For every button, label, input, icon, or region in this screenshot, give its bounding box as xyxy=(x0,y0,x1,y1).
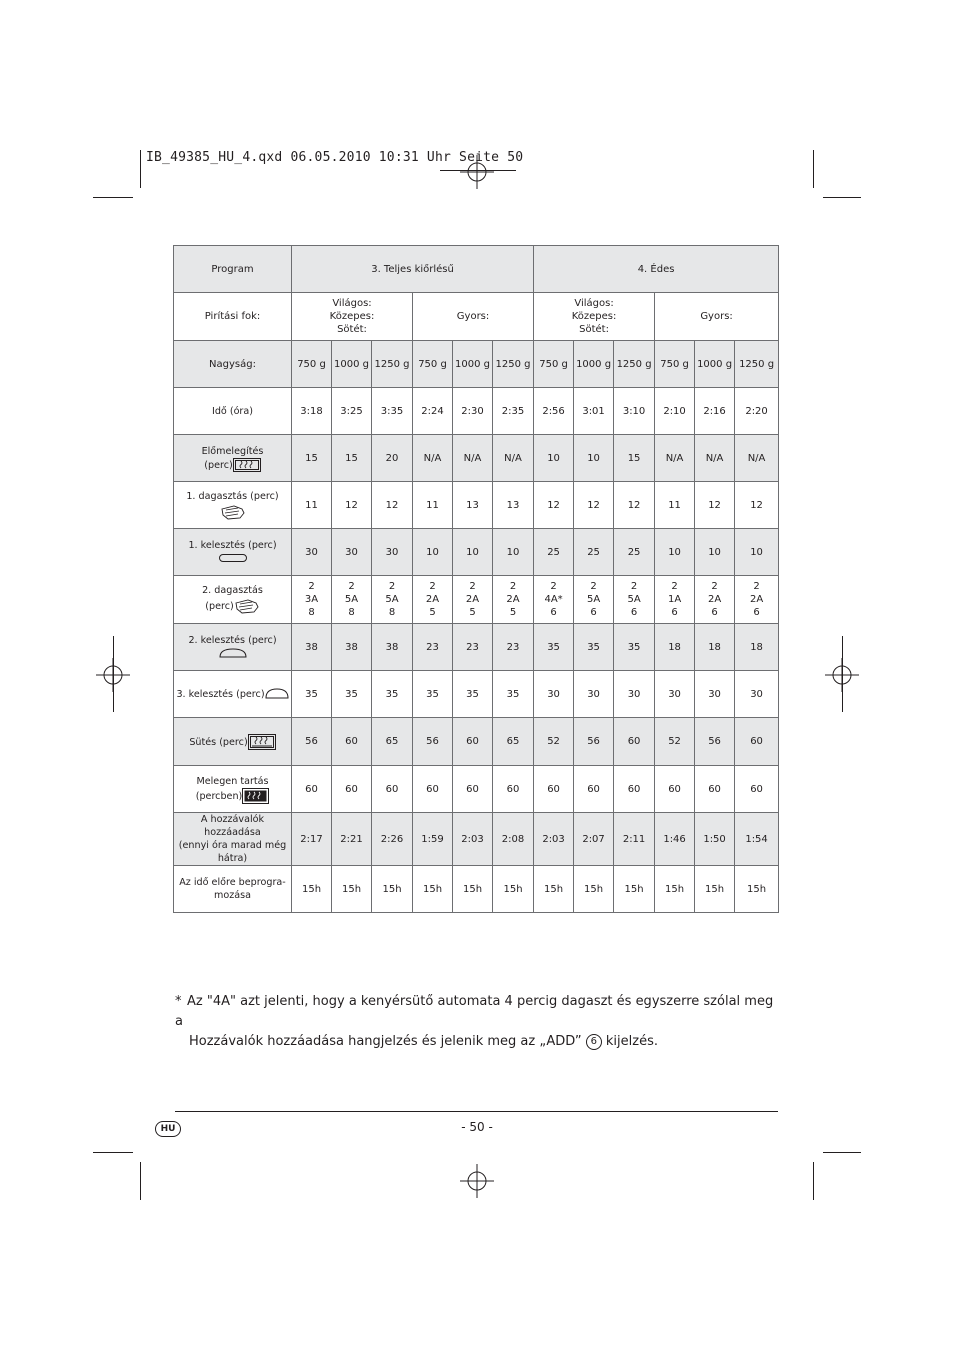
size-cell: 750 g xyxy=(292,341,332,388)
table-cell: 30 xyxy=(372,529,413,576)
table-cell: 15h xyxy=(453,866,493,913)
table-cell: 60 xyxy=(735,718,779,766)
table-cell: 2 5A 8 xyxy=(372,576,413,624)
roast-label: Pirítási fok: xyxy=(174,293,292,341)
table-cell: 35 xyxy=(534,624,574,671)
knead-icon xyxy=(220,507,246,518)
file-slug: IB_49385_HU_4.qxd 06.05.2010 10:31 Uhr Seite 50 xyxy=(146,150,524,165)
row-label xyxy=(174,388,292,435)
table-cell: 2:07 xyxy=(574,813,614,866)
table-cell: 12 xyxy=(695,482,735,529)
size-cell: 750 g xyxy=(655,341,695,388)
table-cell: 10 xyxy=(695,529,735,576)
table-cell: 56 xyxy=(574,718,614,766)
row-label-text: 2. kelesztés (perc) xyxy=(188,635,277,646)
row-label-text: 3. kelesztés (perc) xyxy=(176,688,265,700)
row-label-text: 1. kelesztés (perc) xyxy=(188,540,277,551)
table-cell: N/A xyxy=(695,435,735,482)
row-label xyxy=(174,671,292,718)
table-cell: 3:10 xyxy=(614,388,655,435)
row-label-text: A hozzávalók hozzáadása (ennyi óra marad még hátra) xyxy=(178,814,287,864)
table-cell: 2 2A 6 xyxy=(695,576,735,624)
row-label xyxy=(174,576,292,624)
table-cell: 60 xyxy=(332,766,372,813)
table-cell: 35 xyxy=(614,624,655,671)
roast-light-medium-dark: Világos: Közepes: Sötét: xyxy=(534,293,655,341)
size-cell: 1000 g xyxy=(695,341,735,388)
table-cell: 15h xyxy=(332,866,372,913)
row-label-text: Előmelegítés (perc) xyxy=(201,445,264,471)
table-cell: 15 xyxy=(332,435,372,482)
table-cell: 12 xyxy=(332,482,372,529)
table-cell: 2:11 xyxy=(614,813,655,866)
roast-light-medium-dark: Világos: Közepes: Sötét: xyxy=(292,293,413,341)
crop-mark xyxy=(113,636,114,712)
table-cell: 38 xyxy=(332,624,372,671)
table-cell: 60 xyxy=(735,766,779,813)
table-cell: 15h xyxy=(655,866,695,913)
table-cell: 2:03 xyxy=(453,813,493,866)
keep-warm-icon xyxy=(242,791,269,802)
table-row xyxy=(174,624,779,671)
bake-icon xyxy=(248,737,276,748)
table-cell: 11 xyxy=(413,482,453,529)
row-label-text: Melegen tartás (percben) xyxy=(195,775,269,802)
table-row xyxy=(174,718,779,766)
table-cell: 10 xyxy=(735,529,779,576)
table-cell: 35 xyxy=(413,671,453,718)
size-cell: 1250 g xyxy=(614,341,655,388)
table-cell: 1:54 xyxy=(735,813,779,866)
page-number: - 50 - xyxy=(461,1120,493,1134)
rise-1-icon xyxy=(219,553,247,564)
table-cell: 2:03 xyxy=(534,813,574,866)
row-label xyxy=(174,529,292,576)
table-cell: 15h xyxy=(574,866,614,913)
table-cell: 2:10 xyxy=(655,388,695,435)
row-label-text: Sütés (perc) xyxy=(189,736,248,748)
table-cell: 60 xyxy=(493,766,534,813)
table-cell: 2 2A 5 xyxy=(453,576,493,624)
table-cell: 10 xyxy=(534,435,574,482)
program-3-header: 3. Teljes kiőrlésű xyxy=(292,246,534,293)
table-cell: 65 xyxy=(372,718,413,766)
table-cell: 2:08 xyxy=(493,813,534,866)
table-cell: 2:20 xyxy=(735,388,779,435)
table-cell: 2 5A 8 xyxy=(332,576,372,624)
footnote xyxy=(175,992,775,1052)
table-cell: 60 xyxy=(574,766,614,813)
table-cell: 15 xyxy=(614,435,655,482)
table-row xyxy=(174,766,779,813)
table-row xyxy=(174,576,779,624)
rise-3-icon xyxy=(265,689,289,700)
table-cell: 60 xyxy=(614,718,655,766)
footer-rule xyxy=(175,1111,778,1112)
table-cell: 10 xyxy=(655,529,695,576)
size-cell: 1000 g xyxy=(574,341,614,388)
table-cell: 3:35 xyxy=(372,388,413,435)
row-label xyxy=(174,866,292,913)
table-cell: 1:50 xyxy=(695,813,735,866)
table-cell: 15h xyxy=(292,866,332,913)
table-cell: 15h xyxy=(372,866,413,913)
table-cell: N/A xyxy=(413,435,453,482)
table-row xyxy=(174,813,779,866)
table-cell: 25 xyxy=(574,529,614,576)
table-cell: 11 xyxy=(292,482,332,529)
table-cell: 15h xyxy=(534,866,574,913)
row-label xyxy=(174,435,292,482)
table-cell: 15 xyxy=(292,435,332,482)
table-cell: 18 xyxy=(655,624,695,671)
table-cell: 52 xyxy=(534,718,574,766)
table-cell: 60 xyxy=(453,718,493,766)
table-cell: 30 xyxy=(614,671,655,718)
registration-mark-icon xyxy=(460,1164,494,1198)
table-cell: 25 xyxy=(614,529,655,576)
table-cell: 35 xyxy=(292,671,332,718)
table-cell: 60 xyxy=(372,766,413,813)
table-cell: 11 xyxy=(655,482,695,529)
program-4-header: 4. Édes xyxy=(534,246,779,293)
footnote-line-2 xyxy=(175,1032,775,1052)
table-cell: N/A xyxy=(735,435,779,482)
preheat-icon xyxy=(233,460,261,471)
program-table xyxy=(173,245,779,913)
table-cell: 15h xyxy=(614,866,655,913)
table-cell: 10 xyxy=(453,529,493,576)
table-cell: 3:25 xyxy=(332,388,372,435)
table-cell: 30 xyxy=(695,671,735,718)
footnote-line-1 xyxy=(175,992,775,1032)
table-cell: 52 xyxy=(655,718,695,766)
table-cell: 15h xyxy=(735,866,779,913)
table-cell: 18 xyxy=(695,624,735,671)
size-cell: 750 g xyxy=(534,341,574,388)
table-cell: 3:01 xyxy=(574,388,614,435)
table-cell: 2:24 xyxy=(413,388,453,435)
table-cell: 65 xyxy=(493,718,534,766)
table-cell: 60 xyxy=(655,766,695,813)
roast-fast: Gyors: xyxy=(655,293,779,341)
table-cell: 12 xyxy=(735,482,779,529)
circled-number: 6 xyxy=(586,1034,602,1050)
row-label xyxy=(174,482,292,529)
knead-icon xyxy=(234,601,260,612)
table-cell: 38 xyxy=(292,624,332,671)
row-label xyxy=(174,624,292,671)
size-cell: 1250 g xyxy=(735,341,779,388)
table-cell: 1:59 xyxy=(413,813,453,866)
table-cell: 2 2A 5 xyxy=(493,576,534,624)
table-cell: 13 xyxy=(453,482,493,529)
table-cell: 12 xyxy=(534,482,574,529)
table-cell: 2:16 xyxy=(695,388,735,435)
row-label-text: Idő (óra) xyxy=(211,405,254,417)
table-row xyxy=(174,671,779,718)
table-cell: 35 xyxy=(372,671,413,718)
table-cell: 2:26 xyxy=(372,813,413,866)
table-cell: 13 xyxy=(493,482,534,529)
table-cell: 35 xyxy=(574,624,614,671)
table-cell: 10 xyxy=(413,529,453,576)
size-cell: 1000 g xyxy=(332,341,372,388)
crop-mark xyxy=(842,636,843,712)
table-cell: 30 xyxy=(735,671,779,718)
size-cell: 1250 g xyxy=(372,341,413,388)
crop-mark xyxy=(823,1152,861,1153)
table-cell: 60 xyxy=(614,766,655,813)
row-label xyxy=(174,718,292,766)
table-row xyxy=(174,388,779,435)
table-cell: 60 xyxy=(695,766,735,813)
table-cell: 2 1A 6 xyxy=(655,576,695,624)
footnote-star: * xyxy=(175,994,182,1009)
roast-fast: Gyors: xyxy=(413,293,534,341)
table-cell: 2:56 xyxy=(534,388,574,435)
row-label-text: 2. dagasztás (perc) xyxy=(202,585,263,612)
row-label xyxy=(174,766,292,813)
table-cell: 15h xyxy=(695,866,735,913)
table-cell: 30 xyxy=(534,671,574,718)
size-cell: 1250 g xyxy=(493,341,534,388)
table-cell: 12 xyxy=(372,482,413,529)
table-cell: 56 xyxy=(292,718,332,766)
table-cell: 38 xyxy=(372,624,413,671)
table-cell: 60 xyxy=(453,766,493,813)
crop-mark xyxy=(93,197,133,198)
table-cell: 2 5A 6 xyxy=(574,576,614,624)
table-cell: 10 xyxy=(574,435,614,482)
table-cell: 2 3A 8 xyxy=(292,576,332,624)
table-cell: 23 xyxy=(493,624,534,671)
table-cell: 15h xyxy=(493,866,534,913)
table-row xyxy=(174,435,779,482)
table-cell: 10 xyxy=(493,529,534,576)
table-cell: 30 xyxy=(292,529,332,576)
table-cell: 23 xyxy=(413,624,453,671)
table-cell: 3:18 xyxy=(292,388,332,435)
table-cell: 60 xyxy=(332,718,372,766)
language-badge: HU xyxy=(155,1121,181,1137)
table-cell: 20 xyxy=(372,435,413,482)
table-cell: 2:21 xyxy=(332,813,372,866)
table-cell: 2:17 xyxy=(292,813,332,866)
table-cell: 18 xyxy=(735,624,779,671)
table-row xyxy=(174,529,779,576)
crop-mark xyxy=(140,150,141,188)
row-label-text: Az idő előre beprogra- mozása xyxy=(179,877,286,901)
table-cell: 30 xyxy=(332,529,372,576)
table-cell: 60 xyxy=(534,766,574,813)
table-cell: 2 5A 6 xyxy=(614,576,655,624)
table-cell: 23 xyxy=(453,624,493,671)
crop-mark xyxy=(140,1162,141,1200)
table-cell: 2:30 xyxy=(453,388,493,435)
footnote-text-3: kijelzés. xyxy=(605,1034,658,1049)
table-cell: N/A xyxy=(655,435,695,482)
row-label xyxy=(174,813,292,866)
table-cell: 60 xyxy=(413,766,453,813)
crop-mark xyxy=(93,1152,133,1153)
table-cell: 35 xyxy=(493,671,534,718)
table-row xyxy=(174,482,779,529)
table-cell: 25 xyxy=(534,529,574,576)
table-cell: 30 xyxy=(655,671,695,718)
table-cell: 12 xyxy=(574,482,614,529)
table-cell: 30 xyxy=(574,671,614,718)
crop-mark xyxy=(813,150,814,188)
footnote-text-1: Az "4A" azt jelenti, hogy a kenyérsütő automata 4 percig dagaszt és egyszerre szólal meg a xyxy=(175,994,774,1029)
program-label: Program xyxy=(174,246,292,293)
rise-2-icon xyxy=(219,648,247,659)
footnote-text-2: Hozzávalók hozzáadása hangjelzés és jelenik meg az „ADD” xyxy=(189,1034,582,1049)
crop-mark xyxy=(813,1162,814,1200)
table-cell: 2 2A 5 xyxy=(413,576,453,624)
size-cell: 1000 g xyxy=(453,341,493,388)
table-cell: 1:46 xyxy=(655,813,695,866)
table-cell: N/A xyxy=(453,435,493,482)
table-cell: 2 2A 6 xyxy=(735,576,779,624)
registration-mark-icon xyxy=(460,155,494,189)
row-label-text: 1. dagasztás (perc) xyxy=(186,490,279,502)
table-cell: 35 xyxy=(453,671,493,718)
table-cell: 35 xyxy=(332,671,372,718)
crop-mark xyxy=(823,197,861,198)
size-cell: 750 g xyxy=(413,341,453,388)
table-row xyxy=(174,866,779,913)
table-cell: N/A xyxy=(493,435,534,482)
table-cell: 15h xyxy=(413,866,453,913)
table-cell: 56 xyxy=(695,718,735,766)
table-cell: 60 xyxy=(292,766,332,813)
table-cell: 12 xyxy=(614,482,655,529)
table-cell: 2:35 xyxy=(493,388,534,435)
size-label: Nagyság: xyxy=(174,341,292,388)
table-cell: 2 4A* 6 xyxy=(534,576,574,624)
table-cell: 56 xyxy=(413,718,453,766)
